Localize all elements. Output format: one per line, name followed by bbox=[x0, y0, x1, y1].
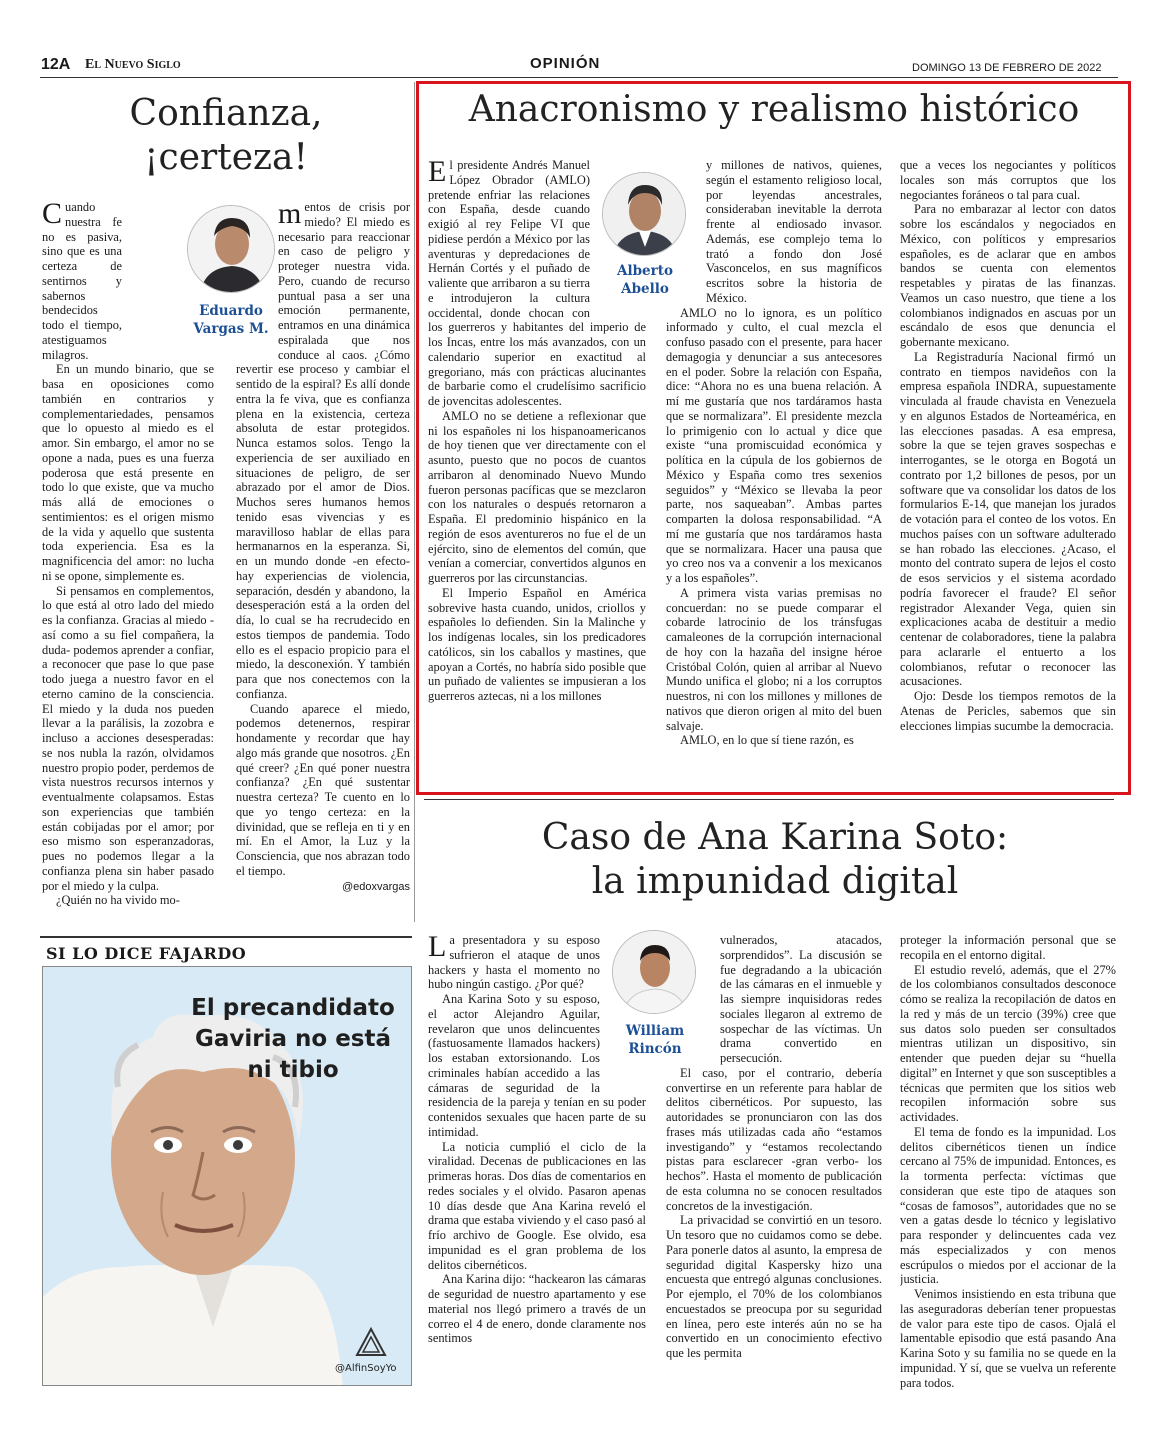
paragraph: El estudio reveló, además, que el 27% de los colombianos consultados desconoce cómo se realiza la recopilación de datos en la red y más de un tercio (39%) cree que sus datos solo pueden ser consultados mientras utilizan un dispositivo, sin entender que pueden dejar su “huella digital” en Internet y que son susceptibles a técnicas que permiten que los sitios web recopilen información sobre sus actividades. bbox=[900, 962, 1116, 1124]
author-first-name: Eduardo bbox=[199, 303, 263, 319]
speech-line-1: El precandidato bbox=[191, 995, 395, 1021]
article-column-3 bbox=[900, 158, 1116, 784]
paragraph: y millones de nativos, quienes, según el estamento religioso local, por leyendas ancestrales, consideraban inevitable la derrota frente al endiosado invasor. Además, ese complejo tema lo trató a fondo don José Vasconcelos, en sus magníficos escritos sobre la historia de México. bbox=[706, 158, 882, 305]
paragraph: AMLO no lo ignora, es un político informado y culto, el cual mezcla el confuso pasado con el presente, para hacer demagogia y denunciar a sus antecesores en el poder. Sobre la relación con España, dice: “Ahora no es una buena relación. A mí me gustaría que nos tardáramos hasta que se normalizara”. El presidente mezcla lo primigenio con lo actual y dice que existe “una promiscuidad económica y política en la cúpula de los gobiernos de México y España como tres sexenios seguidos” y “México se llevaba la peor parte, nos saqueaban”. Ambas partes comparten la dolosa responsabilidad. “A mí me gustaría que nos tardáramos hasta que se normalizara. Hacer una pausa que yo creo nos va a convenir a los mexicanos y a los españoles”. bbox=[666, 305, 882, 585]
column-divider bbox=[414, 82, 415, 922]
article-title-ana-karina bbox=[420, 816, 1130, 904]
paragraph: Para no embarazar al lector con datos sobre los escándalos y negociados en México, con políticos y empresarios españoles, es de aclarar que en ambos bandos se cuenta con elementos respetables y piratas de las finanzas. Veamos un caso nuestro, que tiene a los colombianos indignados en ascuas por un escándalo de esos que denuncia el gobernante mexicano. bbox=[900, 202, 1116, 349]
paragraph: ¿Quién no ha vivido mo- bbox=[56, 893, 180, 908]
cartoon-top-rule bbox=[40, 936, 412, 938]
article-title-confianza bbox=[42, 92, 410, 180]
cartoon-header: SI LO DICE FAJARDO bbox=[46, 944, 247, 963]
author-last-name: Vargas M. bbox=[193, 320, 269, 337]
paragraph: Si pensamos en complementos, lo que está al otro lado del miedo es la confianza. Gracias al miedo -así como a su fiel compañera, la duda- podemos aprender a confiar, a reconocer que pase lo que pase todo juega a nuestro favor en el eterno camino de la consciencia. El miedo y la duda nos pueden llevar a la parálisis, la zozobra e incluso a acciones desesperadas: se nos nubla la razón, olvidamos nuestro propio poder, perdemos de vista nuestros recursos internos y eventualmente colapsamos. Estas son experiencias que también están cobijadas por el amor; por eso mismo son esperanzadoras, pues no podemos llegar a la confianza plena sin haber pasado por el miedo y la culpa. bbox=[42, 583, 214, 893]
paragraph: El tema de fondo es la impunidad. Los delitos cibernéticos tienen un índice cercano al 75% de impunidad. Entonces, es la tormenta perfecta: víctimas que consideran que este tipo de ataques son “cosas de famosos”, autoridades que no se ven a gatas desde lo técnico y legislativo para responder y delincuentes cada vez más especializados y con menos escrúpulos o miedos por el accionar de la justicia. bbox=[900, 1124, 1116, 1287]
paragraph: El Imperio Español en América sobrevive hasta cuando, unidos, criollos y españoles lo defienden. Sin la Malinche y los indígenas locales, sin los predicadores católicos, sin los caballos y mastines, que apoyan a Cortés, no habría sido posible que un puñado de valientes se impusieran a los guerreros aztecas, ni a los millones bbox=[428, 585, 646, 703]
speech-line-3: ni tibio bbox=[247, 1057, 339, 1084]
article-column-2 bbox=[666, 158, 882, 784]
paragraph: Ojo: Desde los tiempos remotos de la Atenas de Pericles, sabemos que sin elecciones limpias sucumbe la democracia. bbox=[900, 689, 1116, 733]
paragraph: La presentadora y su esposo sufrieron el ataque de unos hackers y hasta el momento no hubo ningún castigo. ¿Por qué? bbox=[428, 933, 600, 992]
paragraph: En un mundo binario, que se basa en oposiciones como también en contrarios y complementariedades, pensamos que lo opuesto al miedo es el amor. Sin embargo, el amor no se opone a nada, pues es una fuerza poderosa que está presente en todo lo que existe, que va mucho más allá de emociones o sentimientos: es el origen mismo de la vida y aquello que sustenta toda experiencia. Esa es la magnificencia del amor: no lucha ni se opone, simplemente es. bbox=[42, 362, 214, 583]
paragraph: Ana Karina dijo: “hackearon las cámaras de seguridad de nuestro apartamento y ese material nos llegó primero a través de un correo el 4 de enero, donde claramente nos sentimos bbox=[428, 1272, 646, 1346]
author-first-name: Alberto bbox=[617, 263, 673, 279]
paragraph: La privacidad se convirtió en un tesoro. Un tesoro que no cuidamos como se debe. Para ponerle datos al asunto, la empresa de seguridad digital Kaspersky hizo una encuesta que entregó algunas conclusiones. Por ejemplo, el 70% de los colombianos encuestados se preocupa por su seguridad en línea, pero este interés aún no se ha convertido en un conocimiento efectivo que les permita bbox=[666, 1213, 882, 1360]
article-column-1 bbox=[428, 158, 646, 784]
author-handle: @edoxvargas bbox=[341, 880, 410, 893]
cartoonist-credit: @AlfinSoyYo bbox=[335, 1363, 397, 1374]
paragraph: A primera vista varias premisas no concuerdan: no se puede comparar el cobarde latrocinio de los tránsfugas camaleones de la corrupción internacional de hoy con la hazaña del insigne héroe Cristóbal Colón, quien al arribar al Nuevo Mundo unifica el globo; ni a los corruptos nuestros, ni con los millones y millones de nativos que dieron origen al mito del buen salvaje. bbox=[666, 585, 882, 733]
paragraph: proteger la información personal que se recopila en el entorno digital. bbox=[900, 933, 1116, 962]
paragraph: Cuando nuestra fe no es pasiva, sino que es una certeza de sentirnos y sabernos bendecidos todo el tiempo, atestiguamos milagros. bbox=[42, 200, 122, 362]
newspaper-name: El Nuevo Siglo bbox=[85, 57, 181, 72]
speech-text bbox=[173, 993, 412, 1086]
paragraph: Ana Karina Soto y su esposo, el actor Alejandro Aguilar, revelaron que unos delincuentes (fastuosamente llamados hackers) los estaban extorsionando. Los criminales habían accedido a las cámaras de seguridad de la residencia de la pareja y tenían en su poder contenidos sexuales que hacen parte de su intimidad. bbox=[428, 992, 646, 1139]
article-column-1 bbox=[42, 200, 214, 918]
article-column-2 bbox=[236, 200, 410, 922]
author-last-name: Abello bbox=[621, 280, 669, 297]
author-last-name: Rincón bbox=[628, 1040, 682, 1057]
article-column-1 bbox=[428, 933, 646, 1393]
paragraph: El presidente Andrés Manuel López Obrador (AMLO) pretende enfriar las relaciones con España, desde cuando exigió al rey Felipe VI que pidiese perdón a México por las aventuras y depredaciones de Hernán Cortés y el puñado de valiente que arribaron a su tierra e introdujeron la cultura occidental, donde chocan con los guerreros y habitantes del imperio de los Incas, entre los más avanzados, con un calendario superior en exactitud al gregoriano, más con prácticas alucinantes de barbarie como el crudelísimo sacrificio de jovencitas adolescentes. bbox=[428, 158, 646, 408]
paragraph: vulnerados, atacados, sorprendidos”. La discusión se fue degradando a la ubicación de las cámaras en el inmueble y las siempre inquisidoras redes sociales llegaron al extremo de sospechar de las víctimas. Un drama convertido en persecución. bbox=[720, 933, 882, 1065]
title-line-2: la impunidad digital bbox=[591, 860, 959, 902]
title-line-2: ¡certeza! bbox=[144, 136, 308, 178]
speech-line-2: Gaviria no está bbox=[194, 1026, 392, 1053]
issue-date: DOMINGO 13 DE FEBRERO DE 2022 bbox=[912, 62, 1102, 74]
author-first-name: William bbox=[625, 1023, 685, 1039]
article-column-2 bbox=[666, 933, 882, 1393]
section-title: OPINIÓN bbox=[530, 55, 601, 72]
article-separator bbox=[424, 799, 1114, 800]
paragraph: El caso, por el contrario, debería convertirse en un referente para hablar de delitos cibernéticos. Por supuesto, las autoridades se pronunciaron con las dos frases más utilizadas cada año “estamos investigando” y “estamos recolectando pistas para esclarecer -gran verbo- los hechos”. Hasta el momento de publicación de esta columna no se conocen resultados concretos de la investigación. bbox=[666, 1065, 882, 1213]
article-column-3 bbox=[900, 933, 1116, 1393]
paragraph: La Registraduría Nacional firmó un contrato en tiempos navideños con la empresa española INDRA, supuestamente vinculada al fraude chavista en Venezuela y en algunos Estados de Norteamérica, en las elecciones pasadas. A esa empresa, sobre la que se tejen graves sospechas e interrogantes, se le otorga en Bogotá un contrato por 1,2 billones de pesos, por un software que va consolidar los datos de los formularios E-14, que manejan los jurados de votación para el conteo de los votos. En muchos países con un software adulterado se han robado las elecciones. ¿Acaso, el monto del contrato supera de lejos el costo de esos servicios y el sistema acordado podría favorecer el fraude? El señor registrador Alexander Vega, quien sin explicaciones acaba de destituir a medio centenar de colaboradores, tiene la palabra para aclararle el entuerto a los colombianos, refutar o reconocer las acusaciones. bbox=[900, 349, 1116, 689]
paragraph: La noticia cumplió el ciclo de la viralidad. Decenas de publicaciones en las primeras horas. Dos días de comentarios en redes sociales y el olvido. Pasaron apenas 10 días desde que Ana Karina reveló el drama que estaba viviendo y el caso pasó al frío archivo de Google. Ese olvido, esa impunidad es el gran problema de los delitos cibernéticos. bbox=[428, 1139, 646, 1272]
paragraph: que a veces los negociantes y políticos locales son más corruptos que los negociantes foráneos o tal para cual. bbox=[900, 158, 1116, 202]
paragraph: AMLO, en lo que sí tiene razón, es bbox=[680, 733, 854, 748]
title-line-1: Confianza, bbox=[129, 93, 323, 134]
paragraph: AMLO no se detiene a reflexionar que ni los españoles ni los hispanoamericanos de hoy tienen que ver directamente con el asunto, puesto que no pocos de cuantos arribaron al denominado Nuevo Mundo fueron personas pacíficas que se mezclaron con los naturales o después retornaron a España. El predominio hispánico en la región de esos aventureros no fue el de un ejército, sino de elementos del común, que venían a comerciar, convertidos algunos en guerreros por las circunstancias. bbox=[428, 408, 646, 585]
title-line-1: Caso de Ana Karina Soto: bbox=[541, 817, 1009, 858]
header-rule bbox=[40, 77, 1118, 78]
paragraph: Cuando aparece el miedo, podemos detenernos, respirar hondamente y recordar que hay algo más grande que nosotros. ¿En qué creer? ¿En qué poner nuestra confianza? ¿En qué sustentar nuestra certeza? Te cuento en lo que yo tengo certeza: en la divinidad, que se refleja en ti y en mí. En el Amor, la Luz y la Consciencia, que nos abrazan todo el tiempo. bbox=[236, 701, 410, 878]
cartoonist-logo-icon bbox=[355, 1327, 387, 1357]
page-number: 12A bbox=[41, 56, 71, 73]
article-title-anacronismo: Anacronismo y realismo histórico bbox=[468, 89, 1080, 130]
cartoon-panel bbox=[42, 966, 412, 1386]
paragraph: mentos de crisis por miedo? El miedo es necesario para reaccionar en caso de peligro y proteger nuestra vida. Pero, cuando de recurso puntual pasa a ser una emoción permanente, entramos en una dinámica espiralada que nos conduce al caos. ¿Cómo revertir ese proceso y cambiar el sentido de la espiral? Es allí donde entra la fe viva, que es confianza plena en la existencia, certeza absoluta de estar protegidos. Nunca estamos solos. Tengo la experiencia de ser auxiliado en situaciones de peligro, de ser abrazado por el amor de Dios. Muchos seres humanos hemos tenido esas vivencias y es maravilloso hablar de ellas para hermanarnos en la esperanza. Si, en un mundo donde -en efecto- hay experiencias de violencia, separación, desdén y abandono, la desesperación está a la orden del día, lo cual se ha recrudecido en estos tiempos de pandemia. Todo ello es el espacio propicio para el miedo, la desconexión. Y también para que nos conectemos con la confianza. bbox=[236, 200, 410, 701]
paragraph: Venimos insistiendo en esta tribuna que las aseguradoras deberían tener propuestas de valor para este tipo de casos. Ojalá el lamentable episodio que está pasando Ana Karina Soto y su familia no se quede en la impunidad. Y sí, que se vuelva un referente para todos. bbox=[900, 1287, 1116, 1390]
